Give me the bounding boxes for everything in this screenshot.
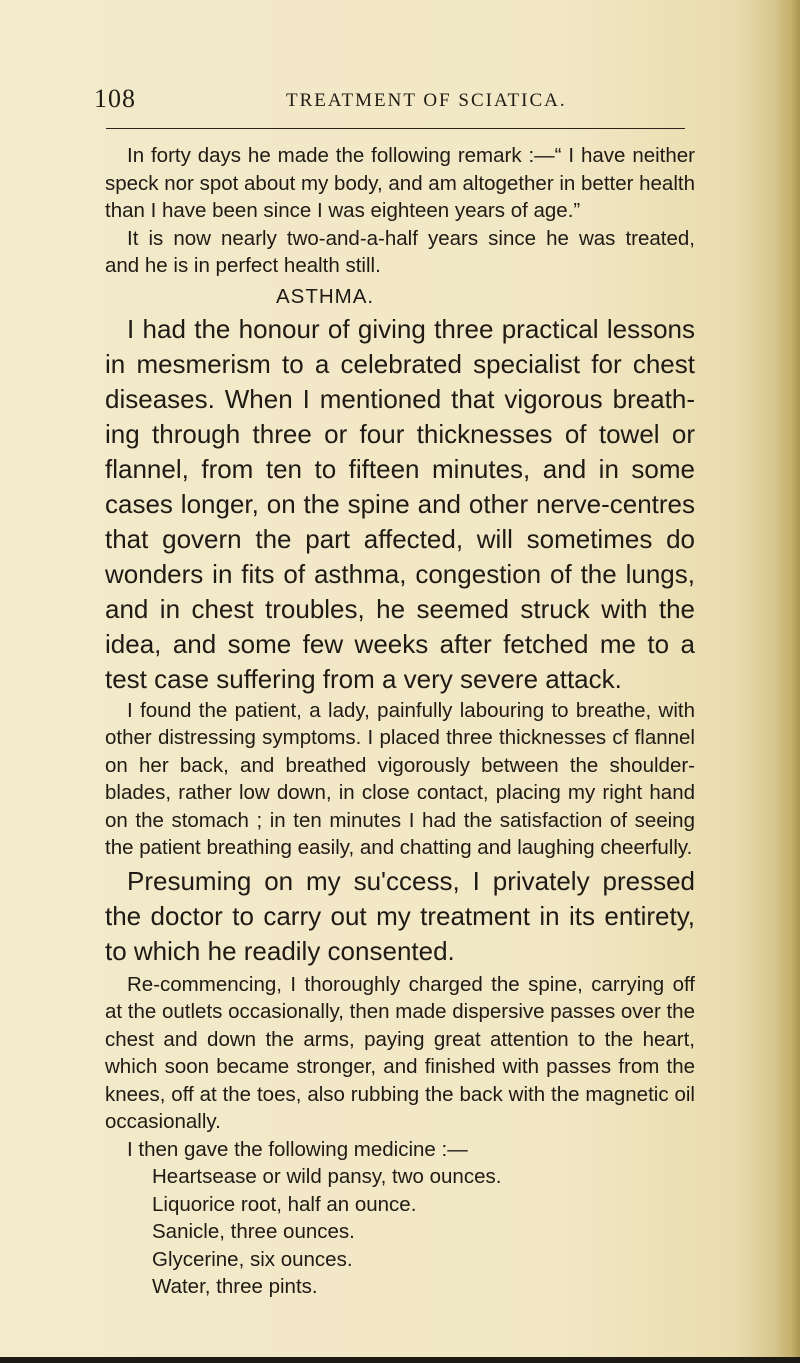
- paragraph-success: Presuming on my su'ccess, I privately pressed the doctor to carry out my treatment in its entirety, to which he readily consented.: [105, 865, 695, 966]
- page-edge-shadow: [776, 0, 800, 1363]
- page-header: [0, 84, 800, 120]
- section-heading: ASTHMA.: [276, 284, 375, 308]
- recipe-item: Glycerine, six ounces.: [152, 1247, 353, 1271]
- paragraph-patient: I found the patient, a lady, painfully labouring to breathe, with other distressing symptoms. I placed three thicknesses cf flannel on her back, and breathed vigorously between the shoulder-blades, rather low down, in close contact, placing my right hand on the stomach ; in ten minutes I had the satisfaction of seeing the patient breathing easily, and chatting and laughing cheerfully.: [105, 698, 695, 859]
- recipe-item: Sanicle, three ounces.: [152, 1220, 355, 1243]
- running-head: TREATMENT OF SCIATICA.: [286, 90, 567, 111]
- paragraph-quote: In forty days he made the following remark :—“ I have neither speck nor spot about my body, and am altogether in better health than I have been since I was eighteen years of age.”: [105, 144, 695, 222]
- recipe-list: [152, 1163, 695, 1301]
- recipe-item: Liquorice root, half an ounce.: [152, 1192, 417, 1216]
- page-number: 108: [94, 84, 136, 113]
- paragraph-medicine-intro: I then gave the following medicine :—: [127, 1137, 468, 1161]
- recipe-item: Water, three pints.: [152, 1275, 318, 1298]
- paragraph-lessons: I had the honour of giving three practical lessons in mesmerism to a celebrated specialist for chest diseases. When I mentioned that vigorous breathing through three or four thicknesses of towel or flannel, from ten to fifteen minutes, and in some cases longer, on the spine and other nerve-centres that govern the part affected, will sometimes do wonders in fits of asthma, congestion of the lungs, and in chest troubles, he seemed struck with the idea, and some few weeks after fetched me to a test case suffering from a very severe attack.: [105, 313, 695, 694]
- recipe-item: Heartsease or wild pansy, two ounces.: [152, 1165, 502, 1188]
- page-body: [105, 142, 695, 1301]
- paragraph-treatment: Re-commencing, I thoroughly charged the spine, carrying off at the outlets occasionally, then made dispersive passes over the chest and down the arms, paying great attention to the heart, which soon became stronger, and finished with passes from the knees, off at the toes, also rubbing the back with the magnetic oil occasionally.: [105, 972, 695, 1133]
- bottom-edge: [0, 1357, 800, 1363]
- header-rule: [106, 128, 685, 129]
- paragraph-followup: It is now nearly two-and-a-half years since he was treated, and he is in perfect health still.: [105, 226, 695, 277]
